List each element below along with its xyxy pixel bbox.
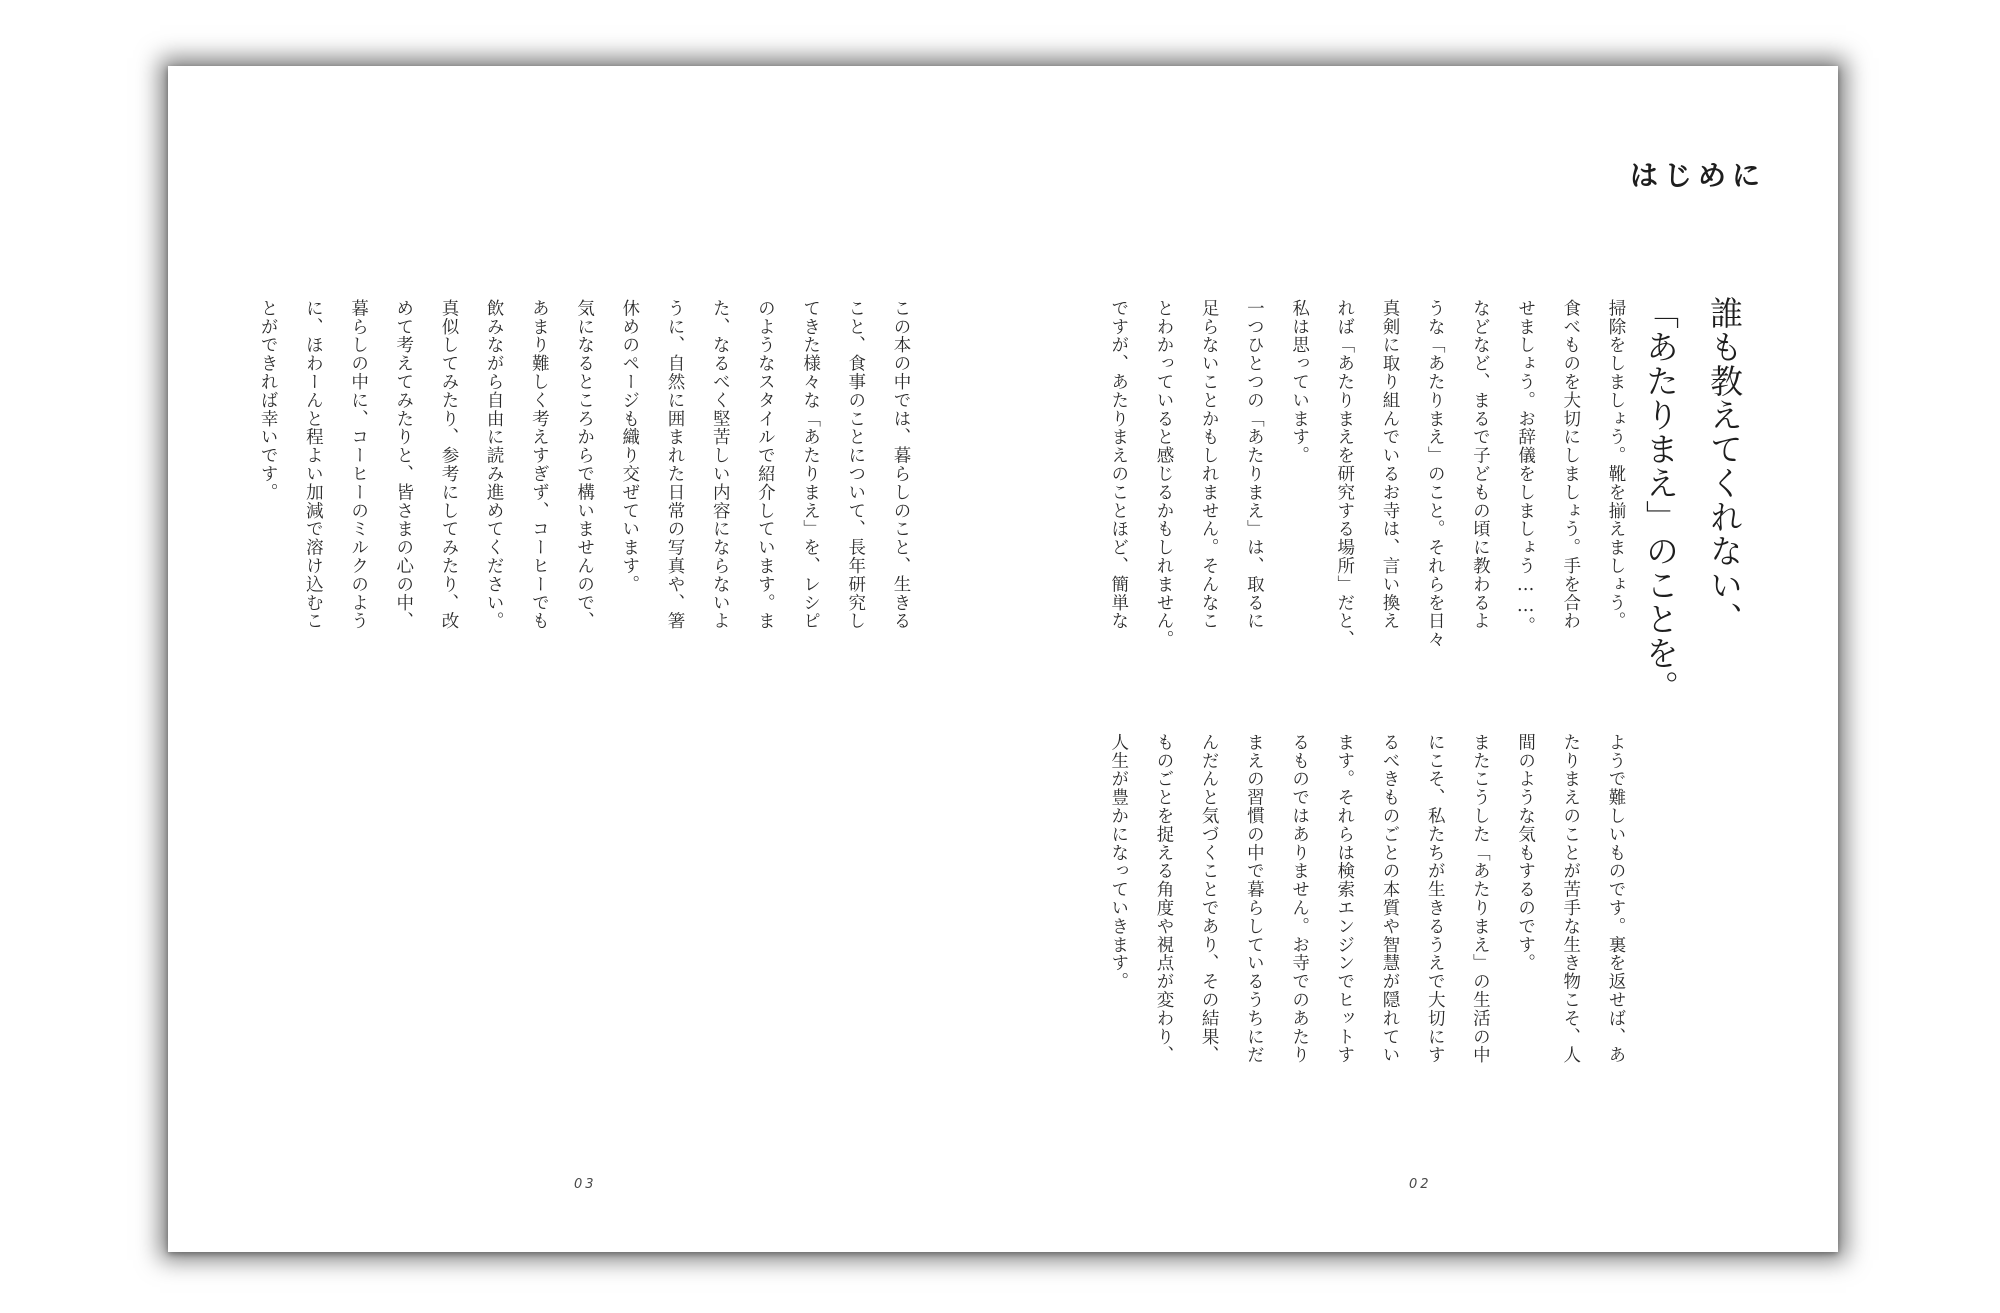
text-line: うに、自然に囲まれた日常の写真や、箸: [664, 299, 685, 631]
text-line: に、ほわーんと程よい加減で溶け込むこ: [303, 299, 324, 631]
left-page-column: [245, 299, 923, 630]
text-line: のようなスタイルで紹介しています。ま: [755, 299, 776, 631]
text-line: こと、食事のことについて、長年研究し: [845, 299, 866, 631]
text-line: にこそ、私たちが生きるうえで大切にす: [1425, 733, 1446, 1065]
text-line: この本の中では、暮らしのこと、生きる: [891, 299, 911, 631]
text-line: 真似してみたり、参考にしてみたり、改: [438, 299, 459, 631]
text-line: まえの習慣の中で暮らしているうちにだ: [1244, 733, 1265, 1065]
subtitle-line: 誰も教えてくれない、: [1705, 296, 1744, 636]
text-line: ます。それらは検索エンジンでヒットす: [1334, 733, 1355, 1065]
text-line: 一つひとつの「あたりまえ」は、取るに: [1244, 299, 1265, 631]
text-line: またこうした「あたりまえ」の生活の中: [1470, 733, 1491, 1065]
text-line: ですが、あたりまえのことほど、簡単な: [1108, 299, 1129, 631]
text-line: た、なるべく堅苦しい内容にならないよ: [710, 299, 731, 631]
text-line: 掃除をしましょう。靴を揃えましょう。: [1606, 299, 1626, 631]
text-line: などなど、まるで子どもの頃に教わるよ: [1470, 299, 1491, 631]
text-line: とができれば幸いです。: [258, 299, 279, 502]
text-line: 私は思っています。: [1289, 299, 1310, 465]
chapter-heading: はじめに: [1629, 159, 1766, 192]
left-page-number: 03: [574, 1177, 597, 1192]
text-line: うな「あたりまえ」のこと。それらを日々: [1425, 299, 1446, 649]
text-line: とわかっていると感じるかもしれません。: [1153, 299, 1174, 649]
text-line: るものではありません。お寺でのあたり: [1289, 733, 1310, 1065]
text-line: 足らないことかもしれません。そんなこ: [1199, 299, 1220, 631]
text-line: せましょう。お辞儀をしましょう……。: [1515, 299, 1536, 636]
text-line: ようで難しいものです。裏を返せば、あ: [1606, 733, 1626, 1065]
book-spread: [168, 66, 1838, 1252]
text-line: 食べものを大切にしましょう。手を合わ: [1560, 299, 1581, 631]
text-line: あまり難しく考えすぎず、コーヒーでも: [529, 299, 550, 631]
chapter-subtitle: [1628, 296, 1756, 704]
text-line: んだんと気づくことであり、その結果、: [1199, 733, 1220, 1065]
text-line: るべきものごとの本質や智慧が隠れてい: [1379, 733, 1400, 1065]
text-line: 人生が豊かになっていきます。: [1108, 733, 1129, 991]
subtitle-line: 「あたりまえ」のことを。: [1641, 296, 1680, 704]
text-line: 飲みながら自由に読み進めてください。: [484, 299, 505, 631]
right-page-upper-column: [1096, 299, 1638, 649]
text-line: ものごとを捉える角度や視点が変わり、: [1153, 733, 1174, 1065]
text-line: 暮らしの中に、コーヒーのミルクのよう: [348, 299, 369, 631]
text-line: たりまえのことが苦手な生き物こそ、人: [1560, 733, 1581, 1065]
text-line: 間のような気もするのです。: [1515, 733, 1536, 973]
right-page-lower-column: [1096, 733, 1638, 1064]
text-line: 真剣に取り組んでいるお寺は、言い換え: [1379, 299, 1400, 631]
text-line: 休めのページも織り交ぜています。: [619, 299, 640, 594]
text-line: めて考えてみたりと、皆さまの心の中、: [393, 299, 414, 631]
right-page-number: 02: [1409, 1177, 1432, 1192]
text-line: 気になるところからで構いませんので、: [574, 299, 595, 631]
text-line: れば「あたりまえを研究する場所」だと、: [1334, 299, 1355, 649]
text-line: てきた様々な「あたりまえ」を、レシピ: [800, 299, 821, 631]
